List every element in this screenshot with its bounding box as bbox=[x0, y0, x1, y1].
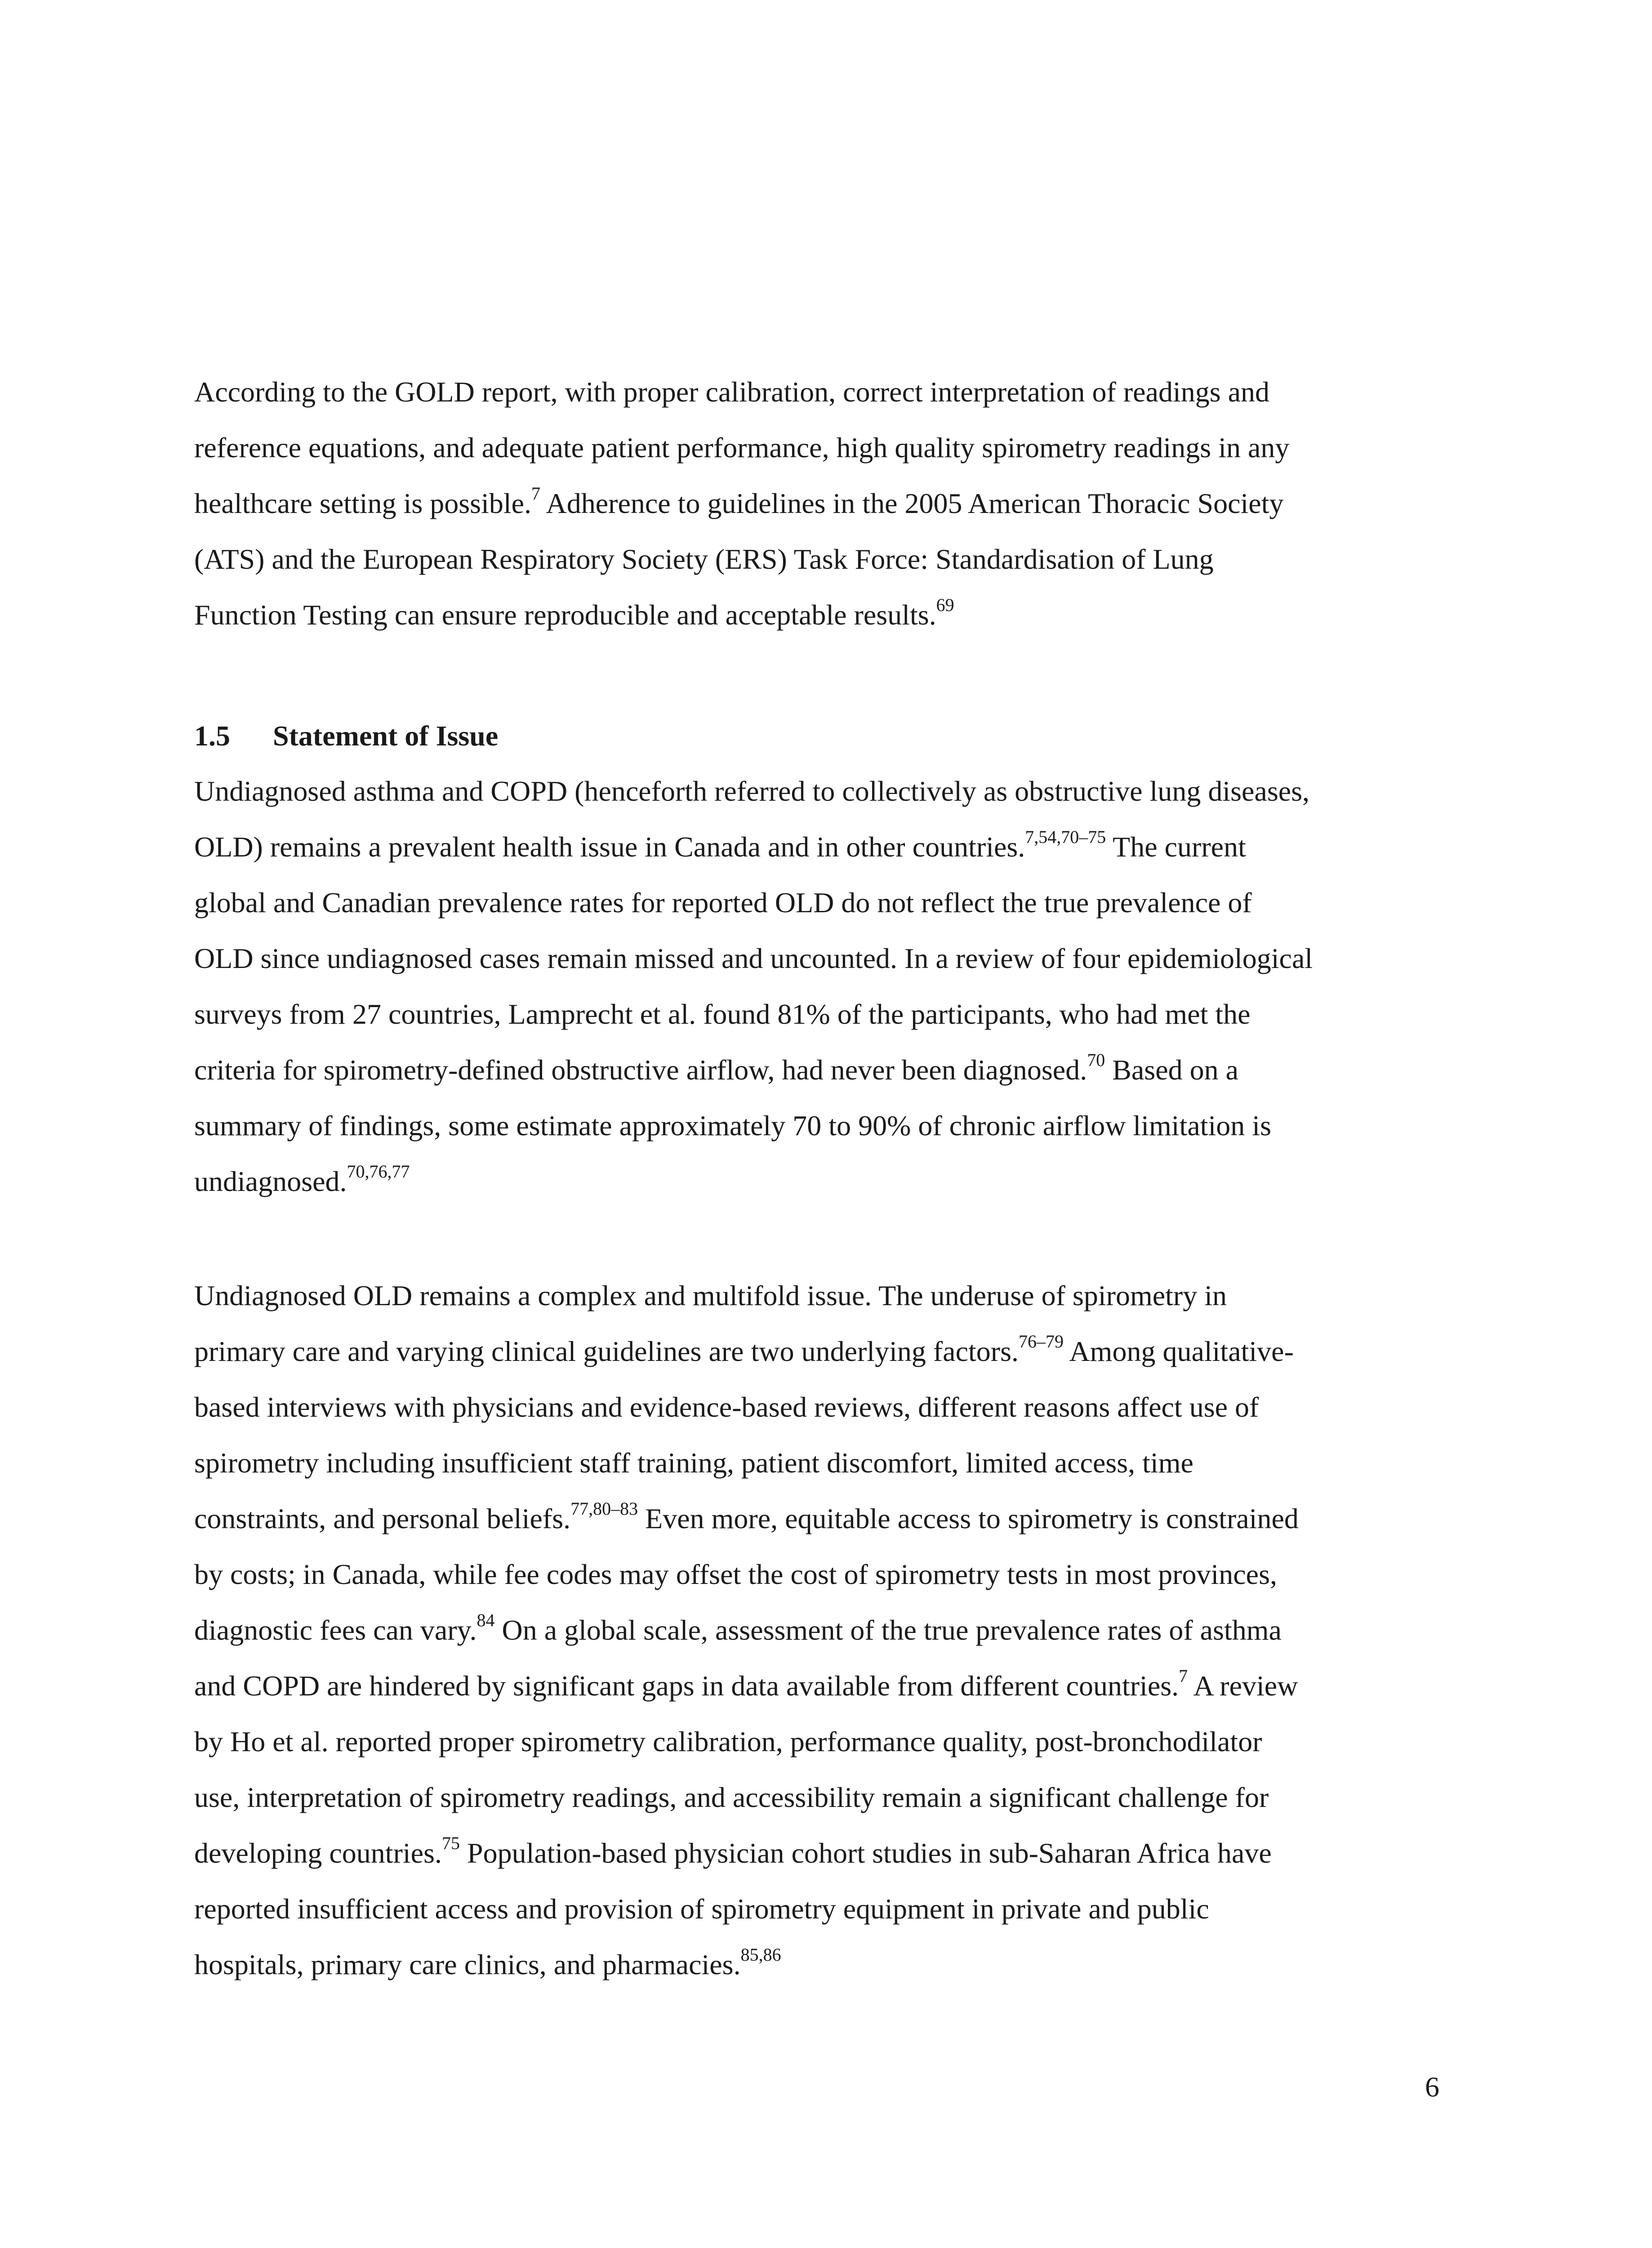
text-run: criteria for spirometry-defined obstructive airflow, had never been diagnosed. bbox=[194, 1054, 1087, 1086]
text-line bbox=[194, 1379, 1453, 1435]
citation-superscript: 75 bbox=[441, 1833, 460, 1853]
text-line bbox=[194, 1658, 1453, 1714]
text-line bbox=[194, 1770, 1453, 1825]
citation-superscript: 69 bbox=[936, 594, 954, 615]
text-run: by Ho et al. reported proper spirometry calibration, performance quality, post-bronchodilator bbox=[194, 1726, 1262, 1757]
citation-superscript: 76–79 bbox=[1018, 1331, 1064, 1351]
text-line bbox=[194, 1491, 1453, 1547]
text-run: Adherence to guidelines in the 2005 American Thoracic Society bbox=[540, 487, 1284, 519]
text-line bbox=[194, 1547, 1453, 1602]
text-run: A review bbox=[1188, 1670, 1298, 1702]
text-run: global and Canadian prevalence rates for reported OLD do not reflect the true prevalence of bbox=[194, 887, 1252, 919]
paragraph-undiagnosed-old bbox=[194, 1268, 1453, 1993]
text-run: OLD) remains a prevalent health issue in Canada and in other countries. bbox=[194, 831, 1025, 863]
text-run: hospitals, primary care clinics, and pharmacies. bbox=[194, 1949, 741, 1980]
text-run: On a global scale, assessment of the true prevalence rates of asthma bbox=[494, 1614, 1282, 1646]
text-line bbox=[194, 1714, 1453, 1770]
text-line bbox=[194, 931, 1453, 986]
text-run: Undiagnosed OLD remains a complex and multifold issue. The underuse of spirometry in bbox=[194, 1280, 1227, 1311]
text-run: diagnostic fees can vary. bbox=[194, 1614, 477, 1646]
text-line bbox=[194, 1324, 1453, 1379]
citation-superscript: 7 bbox=[531, 483, 541, 504]
text-run: The current bbox=[1106, 831, 1246, 863]
text-line bbox=[194, 1268, 1453, 1324]
text-run: spirometry including insufficient staff training, patient discomfort, limited access, time bbox=[194, 1447, 1193, 1479]
text-run: surveys from 27 countries, Lamprecht et al. found 81% of the participants, who had met the bbox=[194, 998, 1251, 1030]
text-run: primary care and varying clinical guidelines are two underlying factors. bbox=[194, 1335, 1019, 1367]
text-line bbox=[194, 1881, 1453, 1937]
text-line bbox=[194, 819, 1453, 875]
text-line bbox=[194, 1435, 1453, 1491]
paragraph-gold-report bbox=[194, 364, 1453, 643]
text-run: summary of findings, some estimate approximately 70 to 90% of chronic airflow limitation is bbox=[194, 1110, 1271, 1142]
text-line bbox=[194, 1098, 1453, 1154]
text-line bbox=[194, 986, 1453, 1042]
text-run: developing countries. bbox=[194, 1837, 442, 1869]
text-run: Among qualitative- bbox=[1063, 1335, 1294, 1367]
citation-superscript: 84 bbox=[476, 1610, 495, 1630]
paragraph-statement-of-issue bbox=[194, 763, 1453, 1209]
text-line bbox=[194, 1825, 1453, 1881]
text-line bbox=[194, 476, 1453, 531]
text-run: reference equations, and adequate patient performance, high quality spirometry readings in any bbox=[194, 432, 1290, 464]
text-run: Even more, equitable access to spirometry is constrained bbox=[638, 1503, 1299, 1534]
text-line bbox=[194, 1937, 1453, 1993]
text-run: reported insufficient access and provision of spirometry equipment in private and public bbox=[194, 1893, 1209, 1925]
text-line bbox=[194, 875, 1453, 931]
text-run: and COPD are hindered by significant gaps in data available from different countries. bbox=[194, 1670, 1179, 1702]
text-run: Population-based physician cohort studies in sub-Saharan Africa have bbox=[459, 1837, 1272, 1869]
text-line bbox=[194, 1602, 1453, 1658]
text-run: Function Testing can ensure reproducible and acceptable results. bbox=[194, 599, 936, 631]
citation-superscript: 77,80–83 bbox=[570, 1498, 638, 1519]
text-run: Based on a bbox=[1105, 1054, 1238, 1086]
text-run: by costs; in Canada, while fee codes may offset the cost of spirometry tests in most provinces, bbox=[194, 1558, 1277, 1590]
text-run: use, interpretation of spirometry readings, and accessibility remain a significant challenge for bbox=[194, 1781, 1269, 1813]
text-line bbox=[194, 420, 1453, 476]
text-run: According to the GOLD report, with proper calibration, correct interpretation of readings and bbox=[194, 376, 1270, 408]
text-line bbox=[194, 587, 1453, 643]
text-line bbox=[194, 364, 1453, 420]
citation-superscript: 7 bbox=[1179, 1665, 1188, 1686]
page-number: 6 bbox=[1425, 2071, 1439, 2103]
text-run: (ATS) and the European Respiratory Society (ERS) Task Force: Standardisation of Lung bbox=[194, 543, 1214, 575]
text-run: Undiagnosed asthma and COPD (henceforth referred to collectively as obstructive lung diseases, bbox=[194, 775, 1310, 807]
citation-superscript: 70,76,77 bbox=[347, 1161, 410, 1182]
text-line bbox=[194, 763, 1453, 819]
citation-superscript: 70 bbox=[1087, 1049, 1105, 1070]
text-run: constraints, and personal beliefs. bbox=[194, 1503, 571, 1534]
text-run: based interviews with physicians and evidence-based reviews, different reasons affect use of bbox=[194, 1391, 1259, 1423]
text-run: undiagnosed. bbox=[194, 1165, 347, 1197]
section-title: Statement of Issue bbox=[273, 720, 499, 752]
text-line bbox=[194, 1042, 1453, 1098]
text-run: healthcare setting is possible. bbox=[194, 487, 532, 519]
text-line bbox=[194, 1154, 1453, 1209]
section-heading bbox=[194, 708, 498, 764]
text-run: OLD since undiagnosed cases remain missed and uncounted. In a review of four epidemiological bbox=[194, 942, 1313, 974]
citation-superscript: 85,86 bbox=[740, 1944, 781, 1965]
citation-superscript: 7,54,70–75 bbox=[1025, 826, 1106, 847]
text-line bbox=[194, 531, 1453, 587]
section-number: 1.5 bbox=[194, 720, 230, 752]
